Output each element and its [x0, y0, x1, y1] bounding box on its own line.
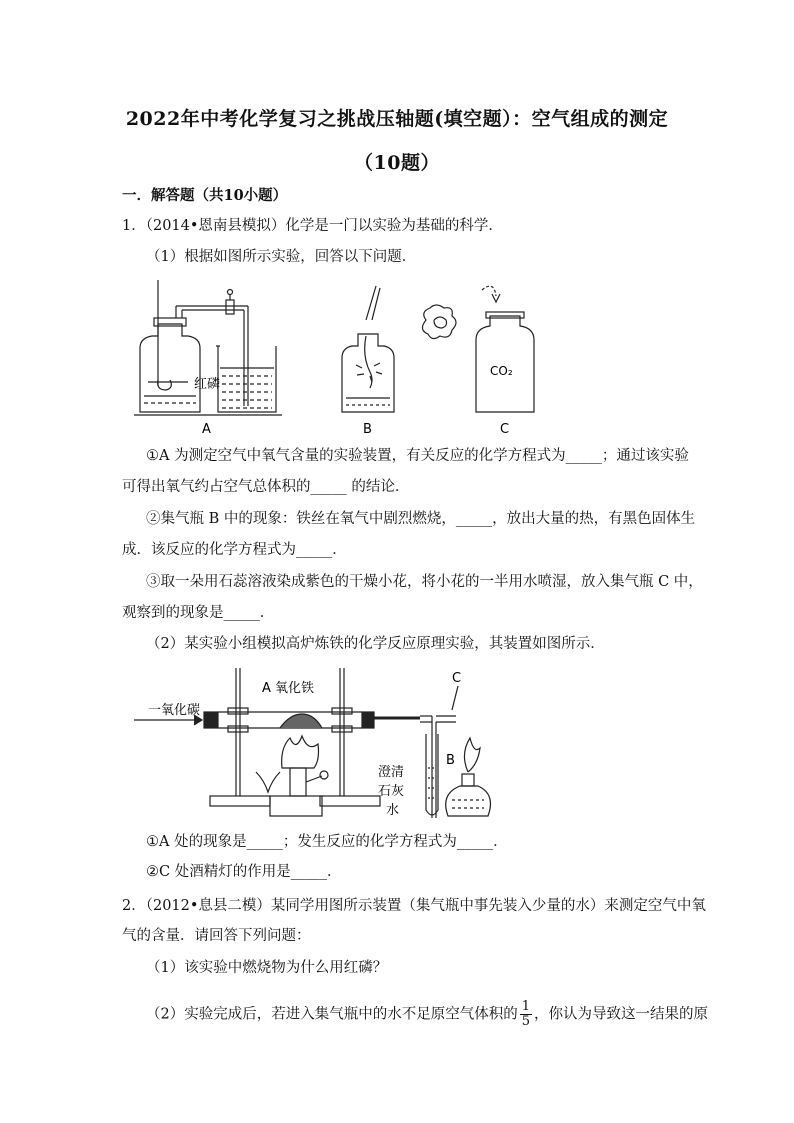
label-limewater-3: 水	[386, 803, 400, 818]
fraction-numerator: 1	[521, 999, 531, 1014]
question-2-stem-line1: 2．（2012•息县二模）某同学用图所示装置（集气瓶中事先装入少量的水）来测定空气中氧	[122, 898, 706, 914]
q1-item1-line2: 可得出氧气约占空气总体积的_____ 的结论．	[122, 479, 410, 495]
q2-part2-after: ，你认为导致这一结果的原	[534, 1006, 709, 1023]
q2-part2-before: （2）实验完成后，若进入集气瓶中的水不足原空气体积的	[146, 1006, 518, 1023]
question-2-part2	[146, 1000, 708, 1029]
question-2-stem-line2: 气的含量．请回答下列问题：	[122, 928, 311, 944]
label-iron-oxide: A 氧化铁	[262, 681, 315, 696]
question-1-part1-intro: （1）根据如图所示实验，回答以下问题．	[146, 249, 417, 265]
q1-item3-line2: 观察到的现象是_____．	[122, 605, 275, 621]
question-1-stem: 1．（2014•恩南县模拟）化学是一门以实验为基础的科学．	[122, 218, 503, 234]
q1-item2-line2: 成．该反应的化学方程式为_____．	[122, 542, 347, 558]
section-heading: 一．解答题（共10小题）	[122, 187, 288, 204]
fraction-denominator: 5	[521, 1014, 531, 1029]
label-co: 一氧化碳	[148, 703, 201, 718]
document-title-line2: （10题）	[354, 152, 440, 174]
label-b: B	[446, 753, 455, 768]
q1-part2-intro: （2）某实验小组模拟高炉炼铁的化学反应原理实验，其装置如图所示．	[146, 636, 605, 652]
q1-item2-line1: ②集气瓶 B 中的现象：铁丝在氧气中剧烈燃烧，_____，放出大量的热，有黑色固体生	[146, 511, 696, 527]
label-c: C	[500, 422, 510, 437]
label-red-phosphorus: 红磷	[194, 377, 221, 392]
q1-item3-line1: ③取一朵用石蕊溶液染成紫色的干燥小花，将小花的一半用水喷湿，放入集气瓶 C 中，	[146, 574, 703, 590]
q1-item1-line1: ①A 为测定空气中氧气含量的实验装置，有关反应的化学方程式为_____；通过该实验	[146, 448, 689, 464]
document-title: 2022年中考化学复习之挑战压轴题(填空题）：空气组成的测定	[125, 108, 669, 130]
label-limewater-1: 澄清	[378, 765, 405, 780]
label-limewater-2: 石灰	[378, 784, 405, 799]
figure-1-apparatus	[130, 276, 560, 438]
label-c: C	[452, 671, 462, 686]
q1-part2-item2: ②C 处酒精灯的作用是_____．	[146, 864, 342, 880]
label-co2: CO₂	[490, 364, 513, 378]
label-b: B	[363, 422, 372, 437]
figure-2-apparatus	[130, 668, 500, 820]
fraction	[520, 1000, 532, 1029]
q1-part2-item1: ①A 处的现象是_____；发生反应的化学方程式为_____．	[146, 834, 508, 850]
question-2-part1: （1）该实验中燃烧物为什么用红磷？	[146, 960, 388, 976]
label-a: A	[202, 422, 211, 437]
